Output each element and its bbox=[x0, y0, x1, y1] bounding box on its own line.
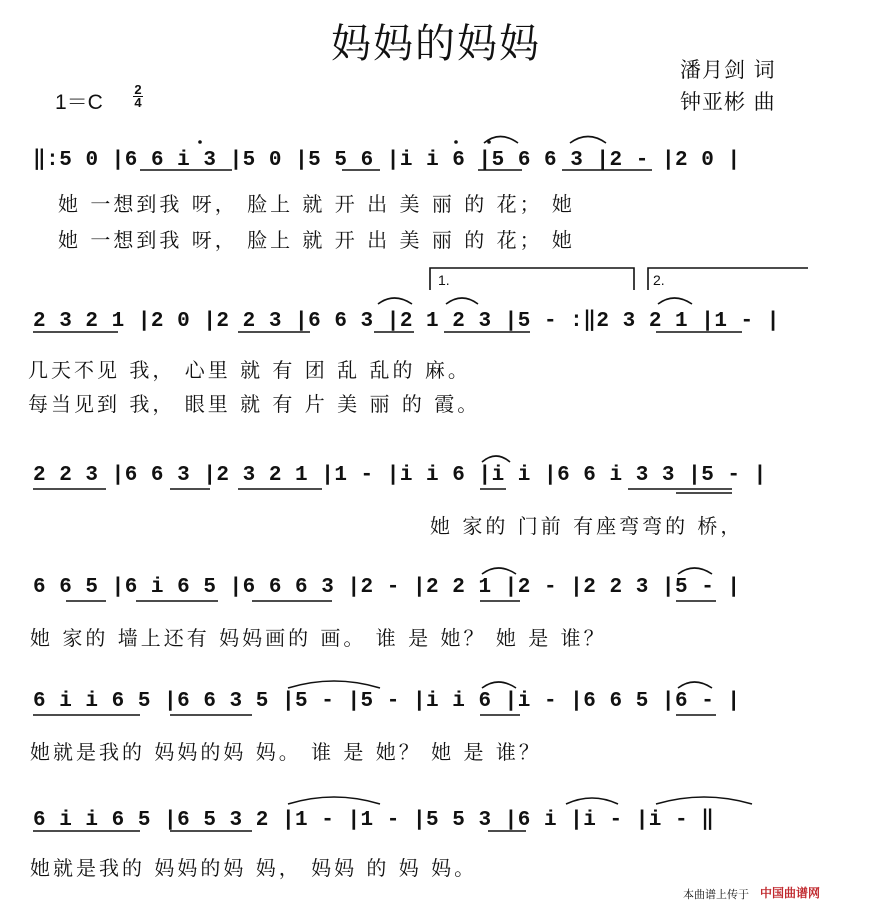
notation-line-4: 6 6 5 |6 i 6 5 |6 6 6 3 |2 - |2 2 1 |2 - |2 2 3 |5 - | bbox=[33, 576, 741, 599]
song-title: 妈妈的妈妈 bbox=[331, 21, 541, 67]
lyric-line-4: 她 家的 墙上还有 妈妈画的 画。 谁 是 她？ 她 是 谁？ bbox=[30, 626, 607, 650]
meter-bottom: 4 bbox=[134, 95, 142, 110]
notation-line-3: 2 2 3 |6 6 3 |2 3 2 1 |1 - |i i 6 |i i |6 6 i 3 3 |5 - | bbox=[33, 464, 767, 487]
lyric-line-6: 她就是我的 妈妈的妈 妈， 妈妈 的 妈 妈。 bbox=[30, 856, 478, 880]
volta-2-label: 2. bbox=[653, 272, 665, 288]
volta-1-bracket bbox=[430, 268, 634, 290]
lyric-line-2b: 每当见到 我， 眼里 就 有 片 美 丽 的 霞。 bbox=[28, 392, 481, 416]
volta-2-bracket bbox=[648, 268, 808, 290]
slur bbox=[566, 798, 618, 804]
lyric-line-5: 她就是我的 妈妈的妈 妈。 谁 是 她？ 她 是 谁？ bbox=[30, 740, 542, 764]
lyricist-credit: 潘月剑 词 bbox=[680, 58, 776, 82]
lyric-line-1a: 她 一想到我 呀， 脸上 就 开 出 美 丽 的 花； 她 bbox=[58, 192, 575, 216]
slur bbox=[482, 456, 510, 462]
slur bbox=[678, 568, 712, 574]
tie bbox=[288, 681, 380, 688]
tie bbox=[656, 797, 752, 804]
meter-top: 2 bbox=[134, 82, 142, 97]
uploaded-note: 本曲谱上传于 bbox=[683, 888, 749, 901]
site-logo: 中国曲谱网 bbox=[760, 886, 821, 900]
lyric-line-2a: 几天不见 我， 心里 就 有 团 乱 乱的 麻。 bbox=[28, 358, 471, 382]
notation-line-1: ‖:5 0 |6 6 i 3 |5 0 |5 5 6 |i i 6 |5 6 6 3 |2 - |2 0 | bbox=[33, 149, 741, 172]
composer-credit: 钟亚彬 曲 bbox=[680, 90, 776, 114]
slur bbox=[658, 298, 692, 304]
tie bbox=[288, 797, 380, 804]
lyric-line-1b: 她 一想到我 呀， 脸上 就 开 出 美 丽 的 花； 她 bbox=[58, 228, 575, 252]
slur bbox=[678, 682, 712, 688]
volta-1-label: 1. bbox=[438, 272, 450, 288]
slur bbox=[482, 682, 516, 688]
slur bbox=[570, 137, 606, 144]
slur bbox=[482, 568, 516, 574]
notation-line-5: 6 i i 6 5 |6 6 3 5 |5 - |5 - |i i 6 |i - |6 6 5 |6 - | bbox=[33, 690, 741, 713]
slur bbox=[378, 298, 412, 304]
notation-line-6: 6 i i 6 5 |6 5 3 2 |1 - |1 - |5 5 3 |6 i |i - |i - ‖ bbox=[33, 809, 715, 832]
notation-line-2: 2 3 2 1 |2 0 |2 2 3 |6 6 3 |2 1 2 3 |5 - :‖2 3 2 1 |1 - | bbox=[33, 310, 780, 333]
key-signature: 1＝C bbox=[55, 91, 103, 114]
slur bbox=[446, 298, 478, 304]
lyric-line-3: 她 家的 门前 有座弯弯的 桥， bbox=[430, 514, 744, 538]
